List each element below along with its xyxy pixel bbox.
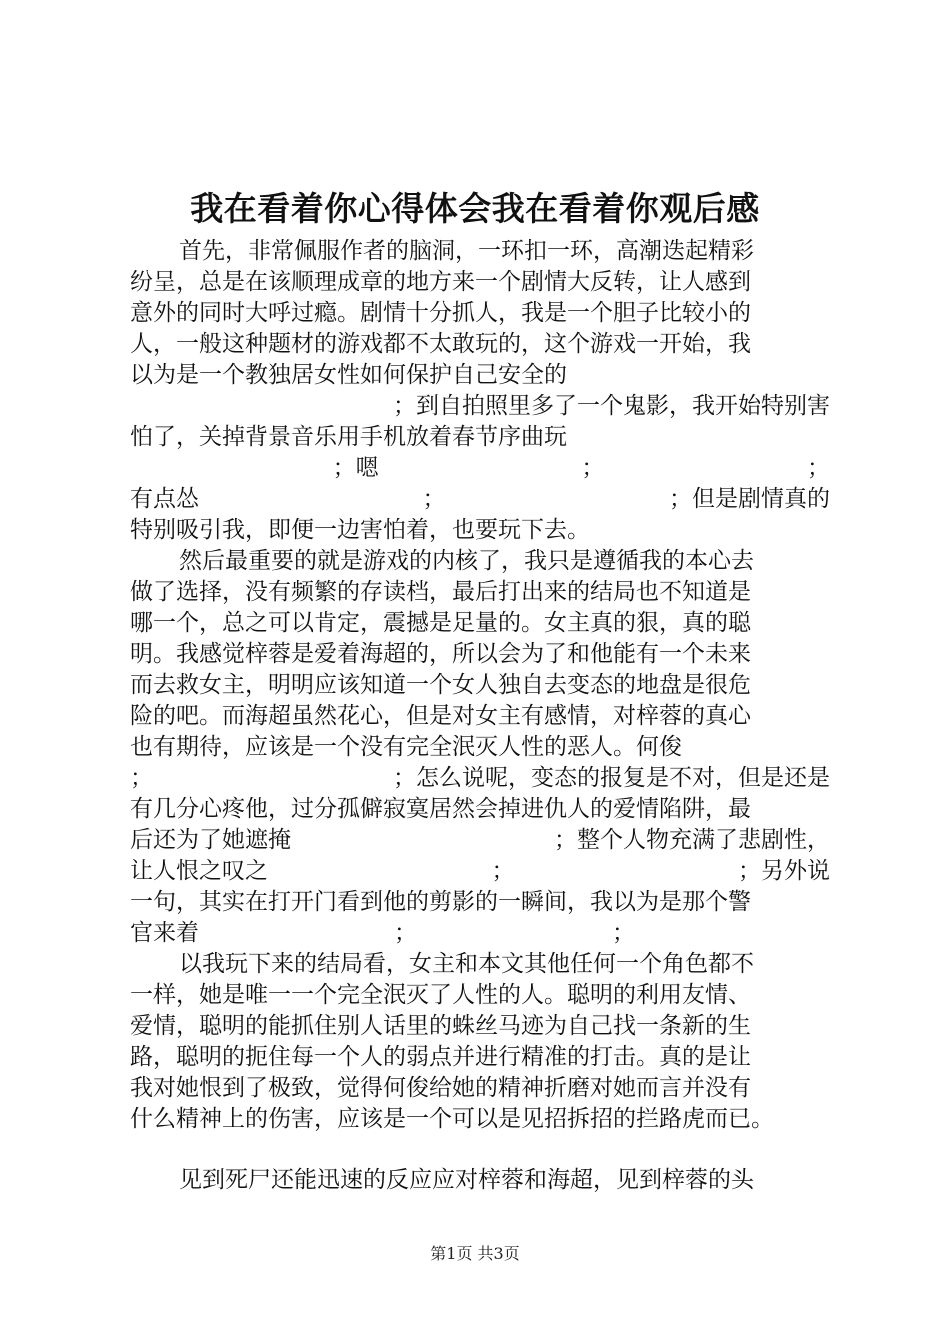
text-segment: 后还为了她遮掩 xyxy=(130,827,291,853)
text-line xyxy=(130,949,830,980)
text-line xyxy=(130,298,830,329)
text-line xyxy=(130,1073,830,1104)
text-segment: 明。我感觉梓蓉是爱着海超的，所以会为了和他能有一个未来 xyxy=(130,641,751,667)
text-line xyxy=(130,546,830,577)
text-segment: 也有期待，应该是一个没有完全泯灭人性的恶人。何俊 xyxy=(130,734,682,760)
text-segment: 做了选择，没有频繁的存读档，最后打出来的结局也不知道是 xyxy=(130,579,751,605)
text-line xyxy=(130,825,830,856)
text-line xyxy=(130,484,830,515)
text-segment: ； xyxy=(130,765,153,791)
text-line xyxy=(130,701,830,732)
text-segment: 有几分心疼他，过分孤僻寂寞居然会掉进仇人的爱情陷阱，最 xyxy=(130,796,751,822)
text-segment: ； xyxy=(491,858,515,884)
text-line xyxy=(130,236,830,267)
text-segment: 让人恨之叹之 xyxy=(130,858,268,884)
text-segment: ；嗯 xyxy=(332,455,379,481)
text-segment: ；到自拍照里多了一个鬼影，我开始特别害 xyxy=(393,393,830,419)
text-line xyxy=(130,608,830,639)
text-segment: 什么精神上的伤害，应该是一个可以是见招拆招的拦路虎而已。 xyxy=(130,1106,774,1132)
text-line xyxy=(130,670,830,701)
text-segment: ；但是剧情真的 xyxy=(669,486,830,512)
text-segment: 官来着 xyxy=(130,920,199,946)
text-segment: 特别吸引我，即便一边害怕着，也要玩下去。 xyxy=(130,517,590,543)
text-segment: 路，聪明的扼住每一个人的弱点并进行精准的打击。真的是让 xyxy=(130,1044,751,1070)
text-segment: 纷呈，总是在该顺理成章的地方来一个剧情大反转，让人感到 xyxy=(130,269,751,295)
text-segment: 一样，她是唯一一个完全泯灭了人性的人。聪明的利用友情、 xyxy=(130,982,751,1008)
text-segment: 然后最重要的就是游戏的内核了，我只是遵循我的本心去 xyxy=(179,548,754,574)
text-segment: ；另外说 xyxy=(738,858,830,884)
text-segment: 人，一般这种题材的游戏都不太敢玩的，这个游戏一开始，我 xyxy=(130,331,751,357)
text-segment: ； xyxy=(806,455,830,481)
text-segment: 以我玩下来的结局看，女主和本文其他任何一个角色都不 xyxy=(179,951,754,977)
text-segment: ； xyxy=(612,920,635,946)
text-line xyxy=(130,267,830,298)
document-title: 我在看着你心得体会我在看着你观后感 xyxy=(190,189,760,228)
text-segment: ；怎么说呢，变态的报复是不对，但是还是 xyxy=(393,765,830,791)
text-segment: 有点怂 xyxy=(130,486,199,512)
text-segment: ；整个人物充满了悲剧性， xyxy=(554,827,830,853)
text-line xyxy=(130,887,830,918)
text-segment: 爱情，聪明的能抓住别人话里的蛛丝马迹为自己找一条新的生 xyxy=(130,1013,751,1039)
paragraph-gap xyxy=(130,1135,830,1165)
text-segment: 而去救女主，明明应该知道一个女人独自去变态的地盘是很危 xyxy=(130,672,751,698)
text-line xyxy=(130,360,830,391)
text-line xyxy=(130,763,830,794)
text-segment: 首先，非常佩服作者的脑洞，一环扣一环，高潮迭起精彩 xyxy=(179,238,754,264)
text-line xyxy=(130,794,830,825)
text-line xyxy=(130,453,830,484)
text-line xyxy=(130,577,830,608)
text-segment: 意外的同时大呼过瘾。剧情十分抓人，我是一个胆子比较小的 xyxy=(130,300,751,326)
text-line xyxy=(130,422,830,453)
text-line xyxy=(130,1011,830,1042)
text-line xyxy=(130,980,830,1011)
text-line xyxy=(130,1104,830,1135)
text-segment: 怕了，关掉背景音乐用手机放着春节序曲玩 xyxy=(130,424,567,450)
page-footer: 第1页 共3页 xyxy=(430,1244,520,1263)
text-segment: ； xyxy=(422,486,446,512)
text-line xyxy=(130,391,830,422)
text-line xyxy=(130,515,830,546)
text-line xyxy=(130,732,830,763)
text-line xyxy=(130,1042,830,1073)
text-segment: 一句，其实在打开门看到他的剪影的一瞬间，我以为是那个警 xyxy=(130,889,751,915)
text-line xyxy=(130,639,830,670)
text-segment: 我对她恨到了极致，觉得何俊给她的精神折磨对她而言并没有 xyxy=(130,1075,751,1101)
text-line xyxy=(130,918,830,949)
text-segment: ； xyxy=(581,455,605,481)
text-line xyxy=(130,1165,830,1196)
text-line xyxy=(130,856,830,887)
document-body xyxy=(130,236,830,1196)
text-segment: 见到死尸还能迅速的反应应对梓蓉和海超，见到梓蓉的头 xyxy=(179,1167,754,1193)
text-segment: 哪一个，总之可以肯定，震撼是足量的。女主真的狠，真的聪 xyxy=(130,610,751,636)
text-segment: 险的吧。而海超虽然花心，但是对女主有感情，对梓蓉的真心 xyxy=(130,703,751,729)
text-line xyxy=(130,329,830,360)
text-segment: 以为是一个教独居女性如何保护自己安全的 xyxy=(130,362,567,388)
text-segment: ； xyxy=(394,920,417,946)
